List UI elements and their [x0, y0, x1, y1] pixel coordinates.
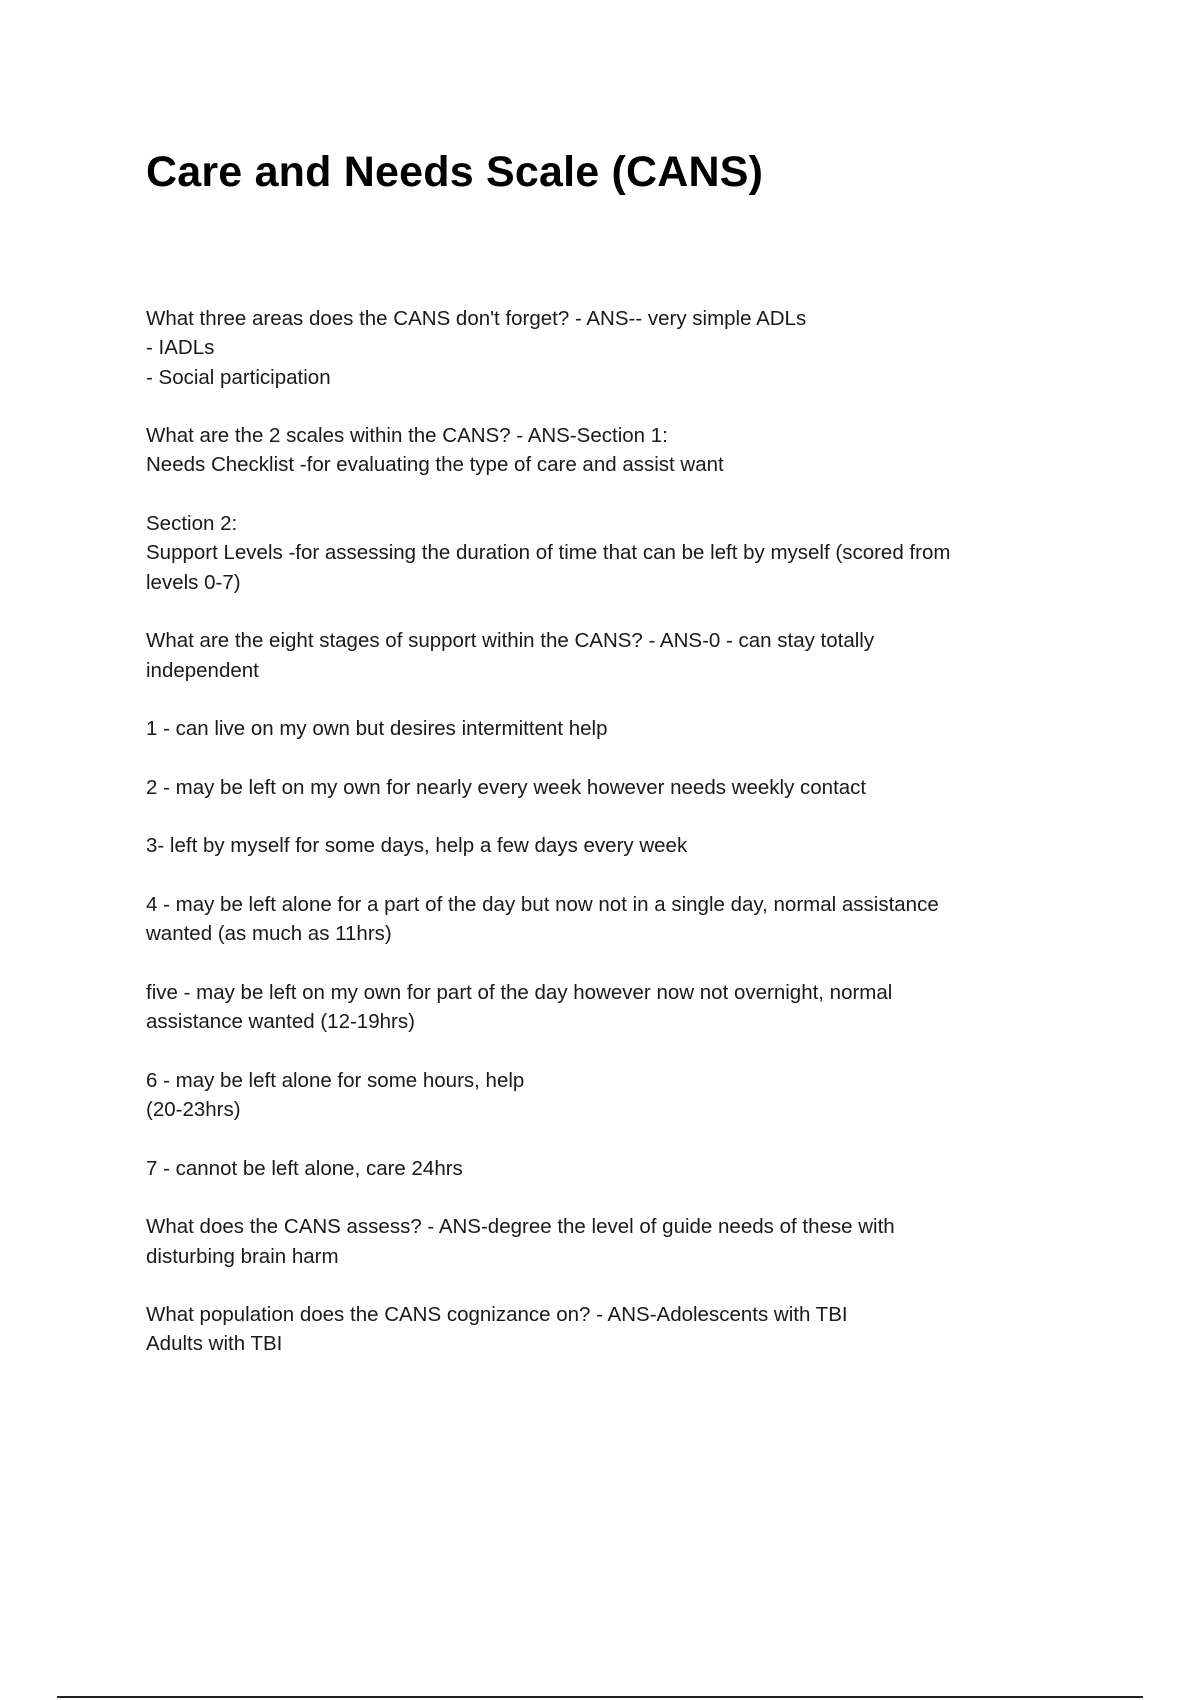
qa-block-support-stages: What are the eight stages of support within the CANS? - ANS-0 - can stay totally independent — [146, 629, 875, 682]
support-level-5: five - may be left on my own for part of the day however now not overnight, normal assistance wanted (12-19hrs) — [146, 980, 893, 1034]
qa-block-assessment: What does the CANS assess? - ANS-degree the level of guide needs of these with disturbing brain harm — [146, 1215, 895, 1268]
support-level-4: 4 - may be left alone for a part of the day but now not in a single day, normal assistance wanted (as much as 11hrs) — [146, 892, 939, 946]
document-body — [146, 304, 1046, 1388]
footer-divider — [57, 1696, 1143, 1698]
support-level-2: 2 - may be left on my own for nearly every week however needs weekly contact — [146, 775, 867, 799]
qa-block-scales: What are the 2 scales within the CANS? - ANS-Section 1: Needs Checklist -for evaluating the type of care and assist want — [146, 424, 724, 477]
text-block-section-2: Section 2: Support Levels -for assessing the duration of time that can be left by myself (scored from levels 0-7) — [146, 512, 951, 594]
qa-block-areas: What three areas does the CANS don't forget? - ANS-- very simple ADLs - IADLs - Social participation — [146, 307, 807, 389]
support-level-7: 7 - cannot be left alone, care 24hrs — [146, 1156, 463, 1180]
support-level-1: 1 - can live on my own but desires intermittent help — [146, 717, 608, 741]
page-title: Care and Needs Scale (CANS) — [146, 148, 764, 196]
support-level-3: 3- left by myself for some days, help a few days every week — [146, 834, 688, 858]
support-level-6: 6 - may be left alone for some hours, help (20-23hrs) — [146, 1068, 525, 1122]
qa-block-population: What population does the CANS cognizance on? - ANS-Adolescents with TBI Adults with TBI — [146, 1303, 848, 1356]
